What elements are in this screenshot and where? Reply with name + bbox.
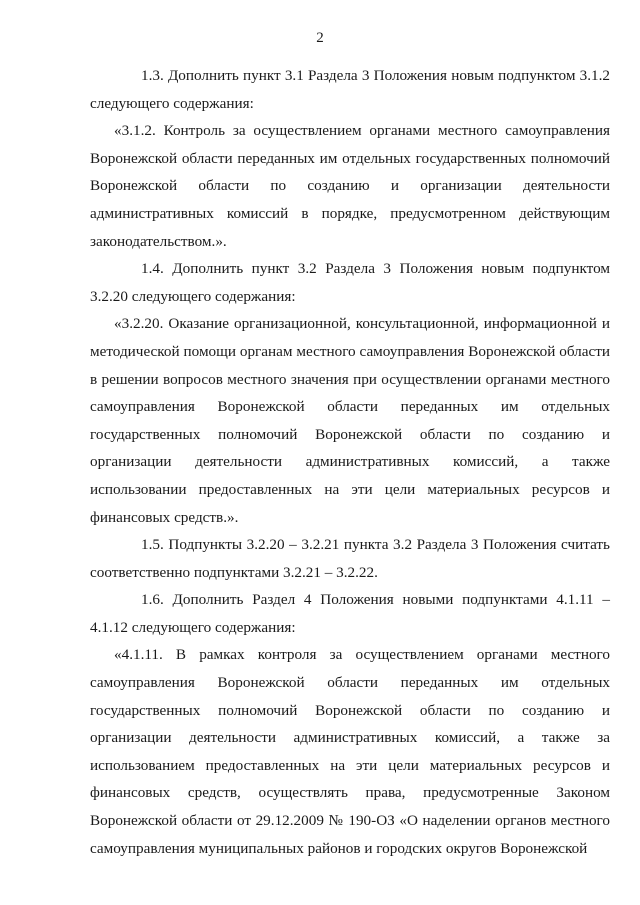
paragraph-3-2-20-quote: «3.2.20. Оказание организационной, консультационной, информационной и методической помощи органам местного самоуправления Воронежской области в решении вопросов местного значения при осуществлении органами местного самоуправления Воронежской области переданных им отдельных государственных полномочий Воронежской области по созданию и организации деятельности административных комиссий, а также использовании предоставленных на эти цели материальных ресурсов и финансовых средств.».: [90, 315, 610, 526]
paragraph-1-5: 1.5. Подпункты 3.2.20 – 3.2.21 пункта 3.2 Раздела 3 Положения считать соответственно подпунктами 3.2.21 – 3.2.22.: [90, 536, 610, 581]
paragraph-1-3: 1.3. Дополнить пункт 3.1 Раздела 3 Положения новым подпунктом 3.1.2 следующего содержания:: [90, 67, 610, 112]
paragraph-3-1-2-quote: «3.1.2. Контроль за осуществлением органами местного самоуправления Воронежской области переданных им отдельных государственных полномочий Воронежской области по созданию и организации деятельности административных комиссий в порядке, предусмотренном действующим законодательством.».: [90, 122, 610, 250]
paragraph-1-4: 1.4. Дополнить пункт 3.2 Раздела 3 Положения новым подпунктом 3.2.20 следующего содержания:: [90, 260, 610, 305]
document-body: [90, 62, 610, 862]
paragraph-4-1-11-quote: «4.1.11. В рамках контроля за осуществлением органами местного самоуправления Воронежской области переданных им отдельных государственных полномочий Воронежской области по созданию и организации деятельности административных комиссий, а также за использованием предоставленных на эти цели материальных ресурсов и финансовых средств, осуществлять права, предусмотренные Законом Воронежской области от 29.12.2009 № 190-ОЗ «О наделении органов местного самоуправления муниципальных районов и городских округов Воронежской: [90, 646, 610, 857]
paragraph-1-6: 1.6. Дополнить Раздел 4 Положения новыми подпунктами 4.1.11 – 4.1.12 следующего содержания:: [90, 591, 610, 636]
page-number: 2: [316, 30, 324, 46]
